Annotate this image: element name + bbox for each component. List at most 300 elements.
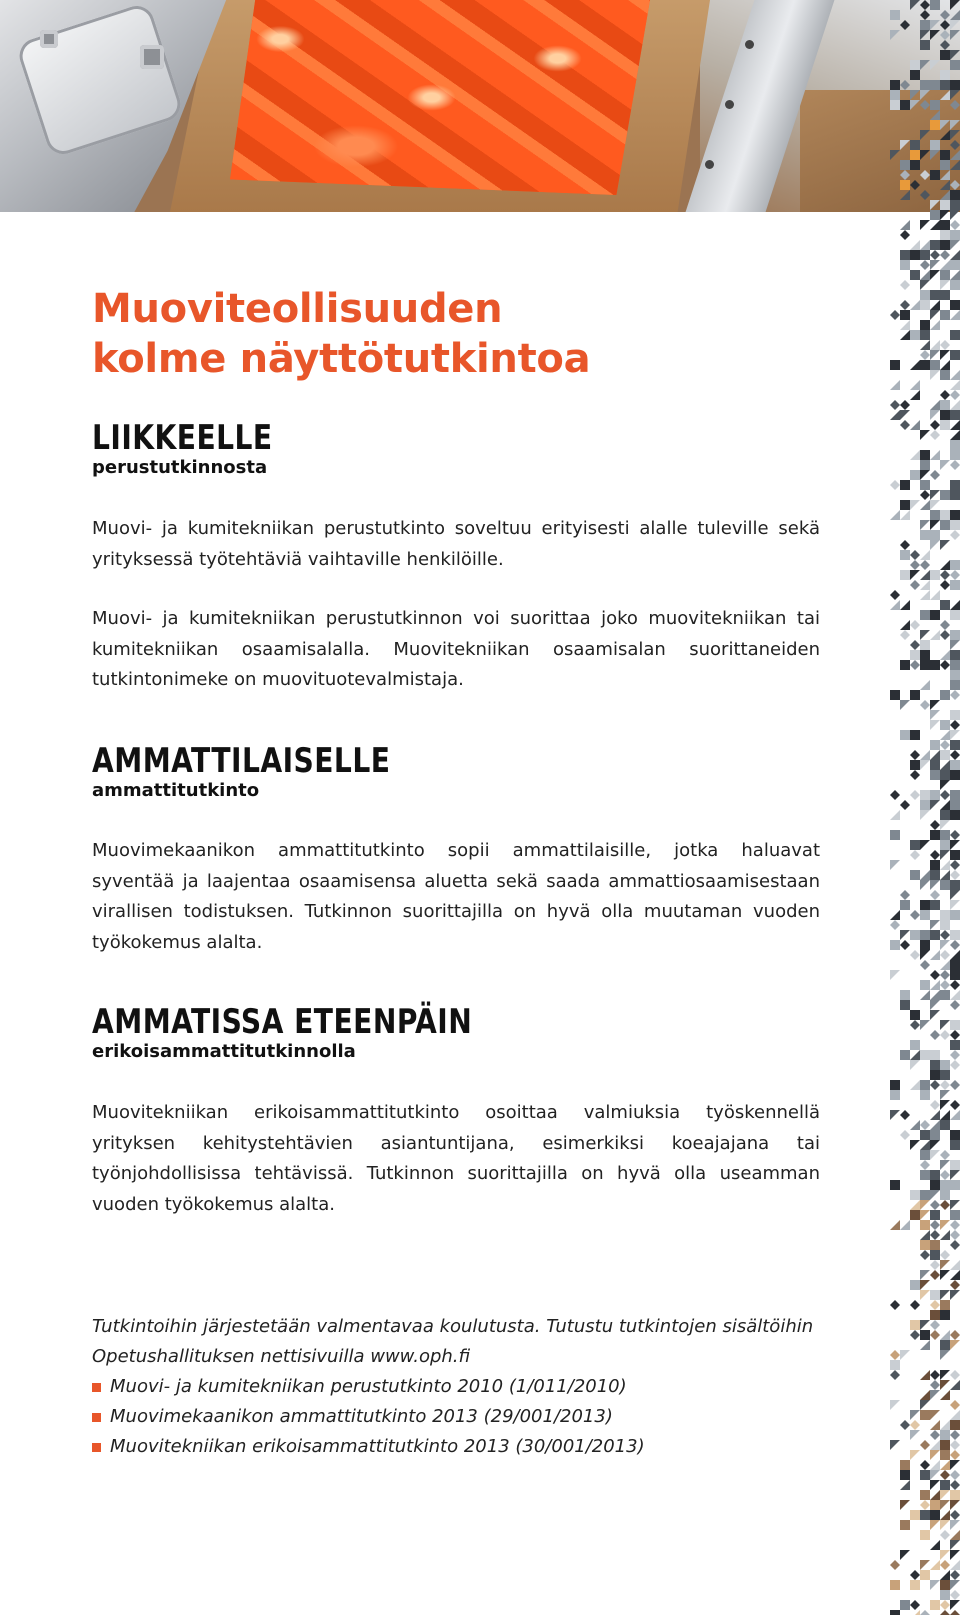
mosaic-tile: [920, 1410, 930, 1420]
mosaic-tile: [930, 250, 940, 260]
mosaic-tile: [930, 980, 940, 990]
mosaic-tile: [930, 0, 940, 10]
mosaic-tile: [950, 50, 960, 60]
mosaic-tile: [950, 960, 960, 970]
section-2-paragraph-1: Muovimekaanikon ammattitutkinto sopii ammattilaisille, jotka haluavat syventää ja laajentaa osaamisensa aluetta sekä saada ammattiosaamisestaan virallisen todistuksen. Tutkinnon suorittajilla on hyvä olla muutaman vuoden työkokemus alalta.: [92, 840, 820, 953]
mosaic-tile: [920, 1500, 930, 1510]
mosaic-tile: [920, 1080, 930, 1090]
mosaic-tile: [940, 750, 950, 760]
mosaic-tile: [940, 170, 950, 180]
mosaic-tile: [940, 1160, 950, 1170]
mosaic-tile: [920, 1280, 930, 1290]
mosaic-tile: [900, 1550, 910, 1560]
mosaic-tile: [910, 1140, 920, 1150]
mosaic-tile: [940, 490, 950, 500]
mosaic-tile: [930, 1180, 940, 1190]
mosaic-tile: [940, 760, 950, 770]
mosaic-tile: [940, 630, 950, 640]
mosaic-tile: [930, 100, 940, 110]
mosaic-tile: [890, 410, 900, 420]
mosaic-tile: [910, 910, 920, 920]
mosaic-tile: [950, 1000, 960, 1010]
section-subheading-erikoisammattitutkinnolla: erikoisammattitutkinnolla: [92, 1041, 356, 1062]
mosaic-tile: [920, 240, 930, 250]
mosaic-tile: [920, 10, 930, 20]
mosaic-tile: [940, 270, 950, 280]
mosaic-tile: [940, 690, 950, 700]
mosaic-tile: [900, 1480, 910, 1490]
mosaic-tile: [940, 790, 950, 800]
mosaic-tile: [920, 60, 930, 70]
mosaic-tile: [940, 520, 950, 530]
mosaic-tile: [930, 270, 940, 280]
mosaic-tile: [910, 660, 920, 670]
mosaic-tile: [890, 810, 900, 820]
mosaic-tile: [940, 1600, 950, 1610]
mosaic-tile: [950, 480, 960, 490]
mosaic-tile: [910, 100, 920, 110]
mosaic-tile: [950, 790, 960, 800]
mosaic-tile: [950, 810, 960, 820]
page-title: [92, 284, 820, 384]
mosaic-tile: [940, 1090, 950, 1100]
mosaic-tile: [920, 610, 930, 620]
mosaic-tile: [910, 1410, 920, 1420]
mosaic-tile: [950, 610, 960, 620]
mosaic-tile: [940, 290, 950, 300]
mosaic-tile: [950, 160, 960, 170]
mosaic-tile: [950, 1080, 960, 1090]
mosaic-tile: [930, 20, 940, 30]
mosaic-tile: [890, 600, 900, 610]
mosaic-tile: [930, 1230, 940, 1240]
mosaic-tile: [950, 530, 960, 540]
mosaic-tile: [940, 70, 950, 80]
mosaic-tile: [950, 1340, 960, 1350]
mosaic-tile: [930, 1250, 940, 1260]
mosaic-tile: [930, 830, 940, 840]
mosaic-tile: [890, 1370, 900, 1380]
mosaic-tile: [920, 760, 930, 770]
mosaic-tile: [950, 1480, 960, 1490]
mosaic-tile: [940, 1300, 950, 1310]
mosaic-tile: [940, 420, 950, 430]
mosaic-tile: [920, 1390, 930, 1400]
mosaic-tile: [910, 500, 920, 510]
mosaic-tile: [920, 550, 930, 560]
mosaic-tile: [940, 770, 950, 780]
mosaic-tile: [950, 840, 960, 850]
mosaic-tile: [950, 460, 960, 470]
mosaic-tile: [950, 1530, 960, 1540]
mosaic-tile: [940, 1590, 950, 1600]
mosaic-tile: [890, 1580, 900, 1590]
section-heading-ammattilaiselle: AMMATTILAISELLE: [92, 741, 391, 781]
mosaic-tile: [910, 250, 920, 260]
mosaic-tile: [940, 1430, 950, 1440]
mosaic-tile: [920, 1050, 930, 1060]
mosaic-tile: [900, 330, 910, 340]
mosaic-tile: [950, 1500, 960, 1510]
mosaic-tile: [930, 750, 940, 760]
mosaic-tile: [900, 700, 910, 710]
mosaic-tile: [930, 1260, 940, 1270]
section-heading-ammatissa-eteenpain: AMMATISSA ETEENPÄIN: [92, 1002, 473, 1042]
mosaic-tile: [950, 1050, 960, 1060]
mosaic-tile: [940, 50, 950, 60]
mosaic-tile: [920, 40, 930, 50]
mosaic-tile: [950, 1330, 960, 1340]
mosaic-tile: [940, 260, 950, 270]
mosaic-tile: [940, 1530, 950, 1540]
mosaic-tile: [940, 960, 950, 970]
mosaic-tile: [940, 620, 950, 630]
mosaic-tile: [940, 400, 950, 410]
mosaic-tile: [930, 890, 940, 900]
mosaic-tile: [950, 30, 960, 40]
mosaic-tile: [950, 660, 960, 670]
mosaic-tile: [910, 1210, 920, 1220]
mosaic-tile: [900, 620, 910, 630]
mosaic-tile: [900, 800, 910, 810]
mosaic-tile: [920, 910, 930, 920]
mosaic-tile: [940, 1490, 950, 1500]
mosaic-tile: [950, 970, 960, 980]
mosaic-tile: [920, 1270, 930, 1280]
mosaic-tile: [930, 530, 940, 540]
mosaic-tile: [950, 880, 960, 890]
mosaic-tile: [950, 80, 960, 90]
mosaic-tile: [930, 1370, 940, 1380]
mosaic-tile: [950, 1610, 960, 1615]
mosaic-tile: [940, 780, 950, 790]
mosaic-tile: [900, 660, 910, 670]
mosaic-tile: [890, 970, 900, 980]
mosaic-tile: [950, 730, 960, 740]
mosaic-tile: [950, 1380, 960, 1390]
mosaic-tile: [920, 350, 930, 360]
mosaic-tile: [950, 1400, 960, 1410]
section-3-paragraph-1: Muovitekniikan erikoisammattitutkinto osoittaa valmiuksia työskennellä yrityksen kehitystehtävien asiantuntijana, esimerkiksi koeajajana tai työnjohdollisissa tehtävissä. Tutkinnon suorittajilla on hyvä olla useamman vuoden työkokemus alalta.: [92, 1102, 820, 1215]
mosaic-tile: [930, 1460, 940, 1470]
mosaic-tile: [900, 1600, 910, 1610]
mosaic-tile: [950, 1420, 960, 1430]
mosaic-tile: [940, 180, 950, 190]
mosaic-tile: [930, 1070, 940, 1080]
mosaic-tile: [930, 1420, 940, 1430]
mosaic-tile: [920, 480, 930, 490]
mosaic-tile: [930, 590, 940, 600]
mosaic-tile: [930, 1430, 940, 1440]
mosaic-tile: [940, 240, 950, 250]
mosaic-tile: [920, 1170, 930, 1180]
mosaic-tile: [940, 1060, 950, 1070]
mosaic-tile: [930, 110, 940, 120]
mosaic-tile-accent: [900, 180, 910, 190]
mosaic-tile: [950, 10, 960, 20]
mosaic-tile: [930, 360, 940, 370]
mosaic-tile: [900, 510, 910, 520]
mosaic-tile: [920, 680, 930, 690]
mosaic-tile: [950, 1020, 960, 1030]
mosaic-tile: [930, 630, 940, 640]
mosaic-tile: [950, 1540, 960, 1550]
mosaic-tile: [900, 410, 910, 420]
mosaic-tile: [930, 1410, 940, 1420]
mosaic-tile: [930, 1600, 940, 1610]
mosaic-tile: [910, 1200, 920, 1210]
mosaic-tile: [950, 750, 960, 760]
mosaic-tile: [940, 1440, 950, 1450]
mosaic-tile: [950, 1600, 960, 1610]
mosaic-tile: [910, 1320, 920, 1330]
mosaic-tile: [920, 880, 930, 890]
mosaic-tile: [920, 840, 930, 850]
mosaic-tile: [950, 1280, 960, 1290]
mosaic-tile: [940, 1450, 950, 1460]
mosaic-tile: [890, 1220, 900, 1230]
mosaic-tile: [930, 900, 940, 910]
mosaic-tile: [890, 1180, 900, 1190]
mosaic-tile: [890, 1350, 900, 1360]
mosaic-tile: [950, 380, 960, 390]
mosaic-tile: [900, 540, 910, 550]
mosaic-tile: [950, 570, 960, 580]
mosaic-tile: [920, 90, 930, 100]
mosaic-tile: [890, 1560, 900, 1570]
mosaic-tile: [940, 340, 950, 350]
mosaic-tile: [950, 410, 960, 420]
mosaic-tile: [910, 560, 920, 570]
mosaic-tile: [910, 300, 920, 310]
mosaic-tile: [940, 160, 950, 170]
mosaic-tile: [920, 30, 930, 40]
mosaic-tile: [950, 850, 960, 860]
mosaic-tile: [900, 1350, 910, 1360]
mosaic-tile: [930, 370, 940, 380]
mosaic-tile: [910, 1120, 920, 1130]
mosaic-tile: [930, 1010, 940, 1020]
mosaic-tile: [930, 510, 940, 520]
mosaic-tile: [940, 1550, 950, 1560]
mosaic-tile: [930, 430, 940, 440]
mosaic-tile: [920, 20, 930, 30]
mosaic-tile: [940, 1070, 950, 1080]
mosaic-tile: [920, 1530, 930, 1540]
photo-plastic-parts: [230, 0, 650, 195]
mosaic-tile: [920, 330, 930, 340]
mosaic-tile: [920, 1230, 930, 1240]
mosaic-tile: [950, 330, 960, 340]
section-1-paragraph-1: Muovi- ja kumitekniikan perustutkinto soveltuu erityisesti alalle tuleville sekä yrityksessä työtehtäviä vaihtaville henkilöille.: [92, 518, 820, 570]
mosaic-tile: [900, 140, 910, 150]
mosaic-tile: [920, 460, 930, 470]
mosaic-tile: [940, 1120, 950, 1130]
mosaic-tile: [920, 750, 930, 760]
mosaic-tile: [910, 760, 920, 770]
page-title-line-1: Muoviteollisuuden: [92, 286, 503, 332]
mosaic-tile: [950, 720, 960, 730]
mosaic-tile: [920, 800, 930, 810]
mosaic-tile: [940, 820, 950, 830]
mosaic-tile: [920, 580, 930, 590]
mosaic-tile: [950, 1460, 960, 1470]
mosaic-tile: [950, 100, 960, 110]
mosaic-tile: [940, 40, 950, 50]
mosaic-tile: [910, 180, 920, 190]
mosaic-tile: [900, 80, 910, 90]
mosaic-tile: [890, 10, 900, 20]
mosaic-tile: [920, 520, 930, 530]
mosaic-tile: [920, 630, 930, 640]
mosaic-tile: [900, 260, 910, 270]
mosaic-tile: [920, 930, 930, 940]
mosaic-tile: [950, 430, 960, 440]
mosaic-tile: [900, 480, 910, 490]
list-item-text: Muovitekniikan erikoisammattitutkinto 2013 (30/001/2013): [110, 1436, 645, 1457]
mosaic-tile: [940, 850, 950, 860]
mosaic-tile: [890, 1110, 900, 1120]
mosaic-tile: [900, 1420, 910, 1430]
mosaic-tile: [910, 70, 920, 80]
mosaic-tile: [940, 220, 950, 230]
mosaic-tile: [940, 1170, 950, 1180]
mosaic-tile: [930, 200, 940, 210]
mosaic-tile: [930, 880, 940, 890]
mosaic-tile: [930, 420, 940, 430]
mosaic-tile: [950, 870, 960, 880]
mosaic-tile: [930, 720, 940, 730]
mosaic-tile: [920, 1140, 930, 1150]
mosaic-tile: [910, 1510, 920, 1520]
mosaic-tile: [920, 1020, 930, 1030]
mosaic-tile: [930, 1500, 940, 1510]
mosaic-tile: [950, 900, 960, 910]
mosaic-tile: [950, 770, 960, 780]
mosaic-tile: [930, 1200, 940, 1210]
mosaic-tile: [950, 370, 960, 380]
mosaic-tile: [950, 420, 960, 430]
mosaic-tile: [950, 760, 960, 770]
mosaic-tile: [940, 1350, 950, 1360]
mosaic-tile: [920, 360, 930, 370]
mosaic-tile: [930, 1290, 940, 1300]
mosaic-tile: [940, 1470, 950, 1480]
mosaic-tile: [890, 90, 900, 100]
mosaic-tile: [950, 1240, 960, 1250]
mosaic-tile: [930, 1210, 940, 1220]
mosaic-tile: [920, 290, 930, 300]
mosaic-tile: [930, 660, 940, 670]
mosaic-tile: [940, 390, 950, 400]
mosaic-tile: [930, 170, 940, 180]
mosaic-tile: [950, 390, 960, 400]
mosaic-tile: [930, 1140, 940, 1150]
mosaic-tile: [940, 1250, 950, 1260]
mosaic-tile: [940, 1200, 950, 1210]
mosaic-tile: [940, 80, 950, 90]
mosaic-tile: [910, 1080, 920, 1090]
mosaic-tile: [930, 520, 940, 530]
mosaic-tile: [930, 710, 940, 720]
mosaic-tile: [910, 390, 920, 400]
mosaic-tile: [950, 980, 960, 990]
mosaic-tile: [930, 540, 940, 550]
mosaic-tile: [920, 960, 930, 970]
mosaic-tile: [940, 250, 950, 260]
mosaic-tile: [940, 860, 950, 870]
mosaic-tile: [940, 410, 950, 420]
mosaic-tile: [940, 880, 950, 890]
mosaic-tile: [920, 700, 930, 710]
mosaic-tile: [950, 280, 960, 290]
mosaic-tile: [890, 380, 900, 390]
mosaic-tile: [910, 1580, 920, 1590]
mosaic-tile: [950, 830, 960, 840]
mosaic-tile: [930, 1450, 940, 1460]
mosaic-tile: [930, 1470, 940, 1480]
mosaic-tile: [930, 1440, 940, 1450]
mosaic-tile: [930, 1120, 940, 1130]
mosaic-tile: [910, 160, 920, 170]
mosaic-tile: [920, 870, 930, 880]
mosaic-tile: [910, 1040, 920, 1050]
mosaic-tile: [950, 1140, 960, 1150]
mosaic-tile: [940, 510, 950, 520]
mosaic-tile: [950, 1490, 960, 1500]
mosaic-tile: [930, 1000, 940, 1010]
mosaic-tile: [910, 850, 920, 860]
list-item: [92, 1372, 820, 1402]
mosaic-tile: [890, 30, 900, 40]
mosaic-tile: [940, 200, 950, 210]
mosaic-tile: [900, 1470, 910, 1480]
mosaic-tile: [930, 990, 940, 1000]
mosaic-tile: [910, 930, 920, 940]
mosaic-tile: [950, 600, 960, 610]
mosaic-tile: [900, 320, 910, 330]
mosaic-tile: [900, 300, 910, 310]
mosaic-tile: [950, 1590, 960, 1600]
mosaic-tile: [940, 190, 950, 200]
mosaic-tile: [920, 650, 930, 660]
mosaic-tile: [940, 830, 950, 840]
mosaic-pattern: [890, 0, 960, 1615]
mosaic-tile: [900, 900, 910, 910]
mosaic-tile: [950, 1550, 960, 1560]
mosaic-tile: [950, 1220, 960, 1230]
mosaic-tile: [930, 1390, 940, 1400]
mosaic-tile: [930, 150, 940, 160]
mosaic-tile: [900, 890, 910, 900]
mosaic-tile: [940, 20, 950, 30]
mosaic-tile: [920, 450, 930, 460]
mosaic-tile: [930, 350, 940, 360]
mosaic-tile: [940, 980, 950, 990]
page-title-line-2: kolme näyttötutkintoa: [92, 336, 591, 382]
mosaic-tile: [930, 860, 940, 870]
mosaic-tile: [930, 570, 940, 580]
mosaic-tile: [950, 230, 960, 240]
mosaic-tile: [950, 1410, 960, 1420]
mosaic-tile: [940, 660, 950, 670]
mosaic-tile: [950, 130, 960, 140]
mosaic-tile: [930, 260, 940, 270]
mosaic-tile: [890, 400, 900, 410]
mosaic-tile: [890, 860, 900, 870]
mosaic-tile: [930, 1170, 940, 1180]
mosaic-tile: [930, 490, 940, 500]
